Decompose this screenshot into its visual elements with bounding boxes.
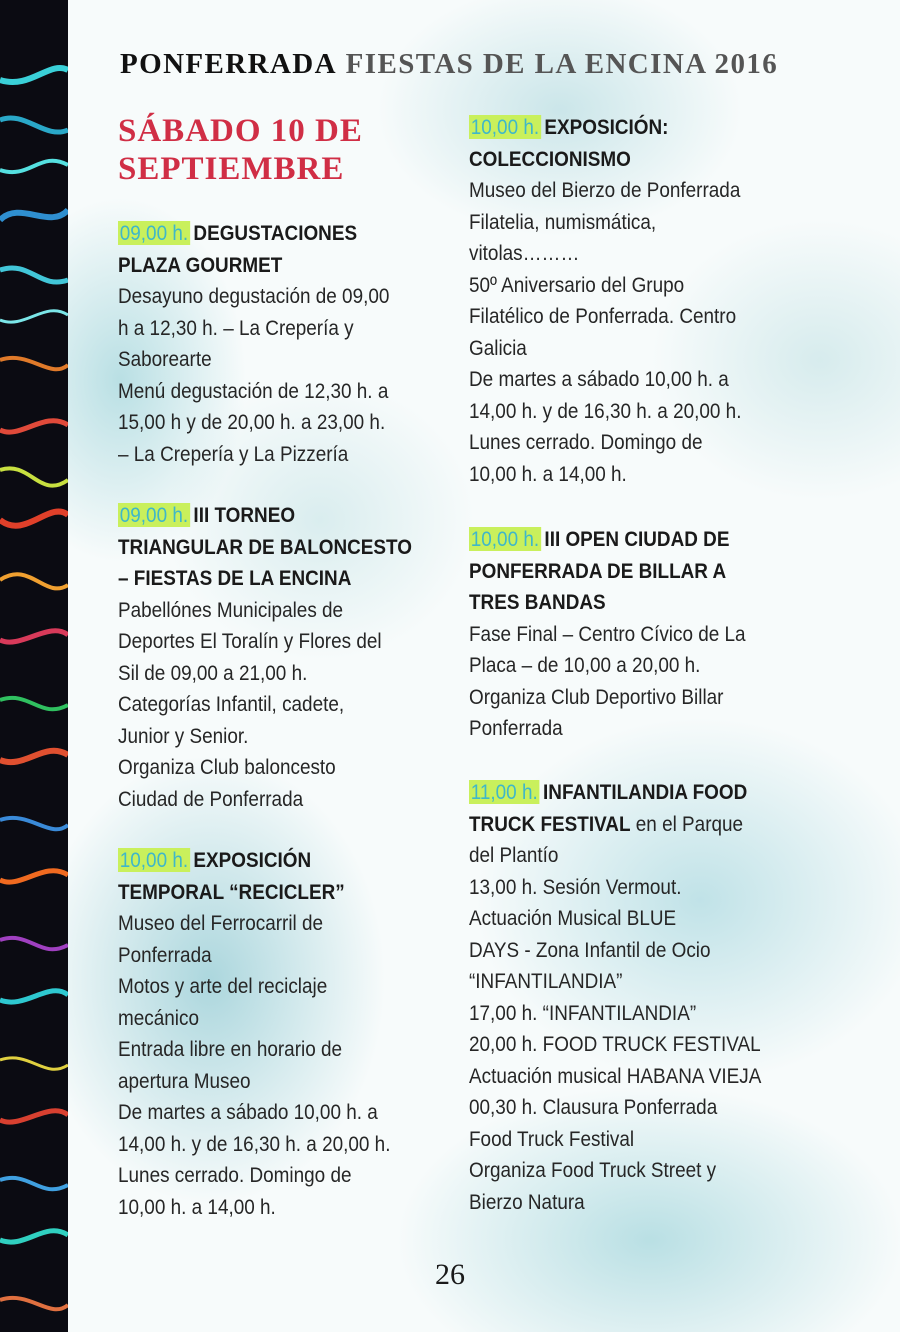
event-detail: Ponferrada bbox=[469, 716, 563, 740]
event-coleccionismo bbox=[469, 112, 759, 490]
event-detail: Placa – de 10,00 a 20,00 h. bbox=[469, 653, 701, 677]
event-detail: Museo del Bierzo de Ponferrada bbox=[469, 178, 741, 202]
event-time: 09,00 h. bbox=[119, 221, 189, 245]
event-detail: Organiza Club baloncesto bbox=[118, 755, 336, 779]
event-detail: Categorías Infantil, cadete, bbox=[118, 692, 345, 716]
event-detail: Lunes cerrado. Domingo de bbox=[469, 430, 703, 454]
event-title: EXPOSICIÓN bbox=[193, 848, 312, 872]
event-detail: 17,00 h. “INFANTILANDIA” bbox=[469, 1000, 697, 1025]
event-detail: De martes a sábado 10,00 h. a bbox=[469, 367, 729, 391]
event-detail: Entrada libre en horario de bbox=[118, 1037, 343, 1061]
event-detail: Filatelia, numismática, bbox=[469, 209, 657, 234]
page-number: 26 bbox=[435, 1258, 465, 1291]
event-detail: Museo del Ferrocarril de bbox=[118, 911, 324, 935]
event-title: EXPOSICIÓN: bbox=[544, 115, 669, 139]
event-detail: apertura Museo bbox=[118, 1068, 251, 1093]
date-title-line: SEPTIEMBRE bbox=[118, 151, 345, 187]
header-city: PONFERRADA bbox=[120, 48, 337, 80]
event-title: TRES BANDAS bbox=[469, 590, 606, 614]
event-detail: Bierzo Natura bbox=[469, 1189, 585, 1214]
event-detail: vitolas……… bbox=[469, 241, 580, 265]
event-time: 10,00 h. bbox=[119, 848, 189, 872]
event-time: 10,00 h. bbox=[470, 115, 540, 139]
event-title: DEGUSTACIONES bbox=[193, 221, 358, 245]
event-detail: De martes a sábado 10,00 h. a bbox=[118, 1100, 378, 1124]
date-title bbox=[118, 112, 438, 188]
event-detail: 10,00 h. a 14,00 h. bbox=[118, 1194, 276, 1219]
event-title: – FIESTAS DE LA ENCINA bbox=[118, 566, 352, 590]
event-title: III OPEN CIUDAD DE bbox=[544, 527, 730, 551]
event-time: 09,00 h. bbox=[119, 503, 189, 527]
event-detail: Desayuno degustación de 09,00 bbox=[118, 284, 390, 308]
event-title: TRUCK FESTIVAL bbox=[469, 811, 631, 836]
event-degustaciones bbox=[118, 218, 408, 470]
event-title: III TORNEO bbox=[193, 503, 296, 527]
date-title-line: SÁBADO 10 DE bbox=[118, 113, 363, 149]
event-detail: Sil de 09,00 a 21,00 h. bbox=[118, 660, 308, 685]
event-title-suffix: en el Parque bbox=[630, 811, 744, 836]
event-detail: 14,00 h. y de 16,30 h. a 20,00 h. bbox=[469, 398, 742, 423]
event-detail: h a 12,30 h. – La Crepería y bbox=[118, 315, 354, 340]
event-detail: DAYS - Zona Infantil de Ocio bbox=[469, 937, 711, 962]
event-detail: mecánico bbox=[118, 1005, 199, 1030]
event-time: 11,00 h. bbox=[470, 780, 538, 804]
decorative-side-artwork bbox=[0, 0, 68, 1332]
event-title: TRIANGULAR DE BALONCESTO bbox=[118, 534, 412, 559]
event-torneo-baloncesto bbox=[118, 500, 412, 815]
event-detail: Organiza Club Deportivo Billar bbox=[469, 684, 724, 709]
event-detail: Pabellónes Municipales de bbox=[118, 597, 344, 622]
event-detail: Motos y arte del reciclaje bbox=[118, 974, 328, 998]
event-detail: Organiza Food Truck Street y bbox=[469, 1158, 717, 1182]
event-detail: 14,00 h. y de 16,30 h. a 20,00 h. bbox=[118, 1131, 391, 1156]
event-detail: Junior y Senior. bbox=[118, 723, 249, 748]
event-detail: 15,00 h y de 20,00 h. a 23,00 h. bbox=[118, 410, 386, 434]
event-title: TEMPORAL “RECICLER” bbox=[118, 879, 345, 904]
event-detail: Actuación musical HABANA VIEJA bbox=[469, 1063, 762, 1088]
header-festival: FIESTAS DE LA ENCINA 2016 bbox=[345, 48, 779, 80]
event-time: 10,00 h. bbox=[470, 527, 540, 551]
event-detail: 00,30 h. Clausura Ponferrada bbox=[469, 1095, 718, 1119]
event-detail: 10,00 h. a 14,00 h. bbox=[469, 461, 627, 486]
event-title: COLECCIONISMO bbox=[469, 146, 631, 171]
event-detail: Menú degustación de 12,30 h. a bbox=[118, 378, 389, 403]
event-detail: del Plantío bbox=[469, 843, 559, 867]
event-detail: Actuación Musical BLUE bbox=[469, 906, 677, 930]
event-detail: Food Truck Festival bbox=[469, 1126, 635, 1151]
event-title: INFANTILANDIA FOOD bbox=[543, 780, 748, 804]
event-detail: Lunes cerrado. Domingo de bbox=[118, 1163, 352, 1187]
event-billar bbox=[469, 524, 759, 745]
event-detail: Ponferrada bbox=[118, 942, 212, 967]
event-detail: Deportes El Toralín y Flores del bbox=[118, 629, 382, 653]
page-header bbox=[120, 48, 778, 81]
event-title: PLAZA GOURMET bbox=[118, 252, 283, 277]
event-detail: Ciudad de Ponferrada bbox=[118, 786, 304, 811]
event-food-truck bbox=[469, 777, 762, 1218]
event-detail: Filatélico de Ponferrada. Centro bbox=[469, 304, 737, 328]
event-detail: 13,00 h. Sesión Vermout. bbox=[469, 874, 682, 899]
event-exposicion-recicler bbox=[118, 845, 408, 1223]
event-detail: 50º Aniversario del Grupo bbox=[469, 272, 685, 297]
event-title: PONFERRADA DE BILLAR A bbox=[469, 558, 727, 583]
event-detail: Fase Final – Centro Cívico de La bbox=[469, 621, 746, 646]
event-detail: Galicia bbox=[469, 335, 527, 360]
event-detail: “INFANTILANDIA” bbox=[469, 969, 623, 993]
event-detail: – La Crepería y La Pizzería bbox=[118, 441, 349, 466]
event-detail: Saborearte bbox=[118, 347, 212, 371]
event-detail: 20,00 h. FOOD TRUCK FESTIVAL bbox=[469, 1032, 761, 1056]
